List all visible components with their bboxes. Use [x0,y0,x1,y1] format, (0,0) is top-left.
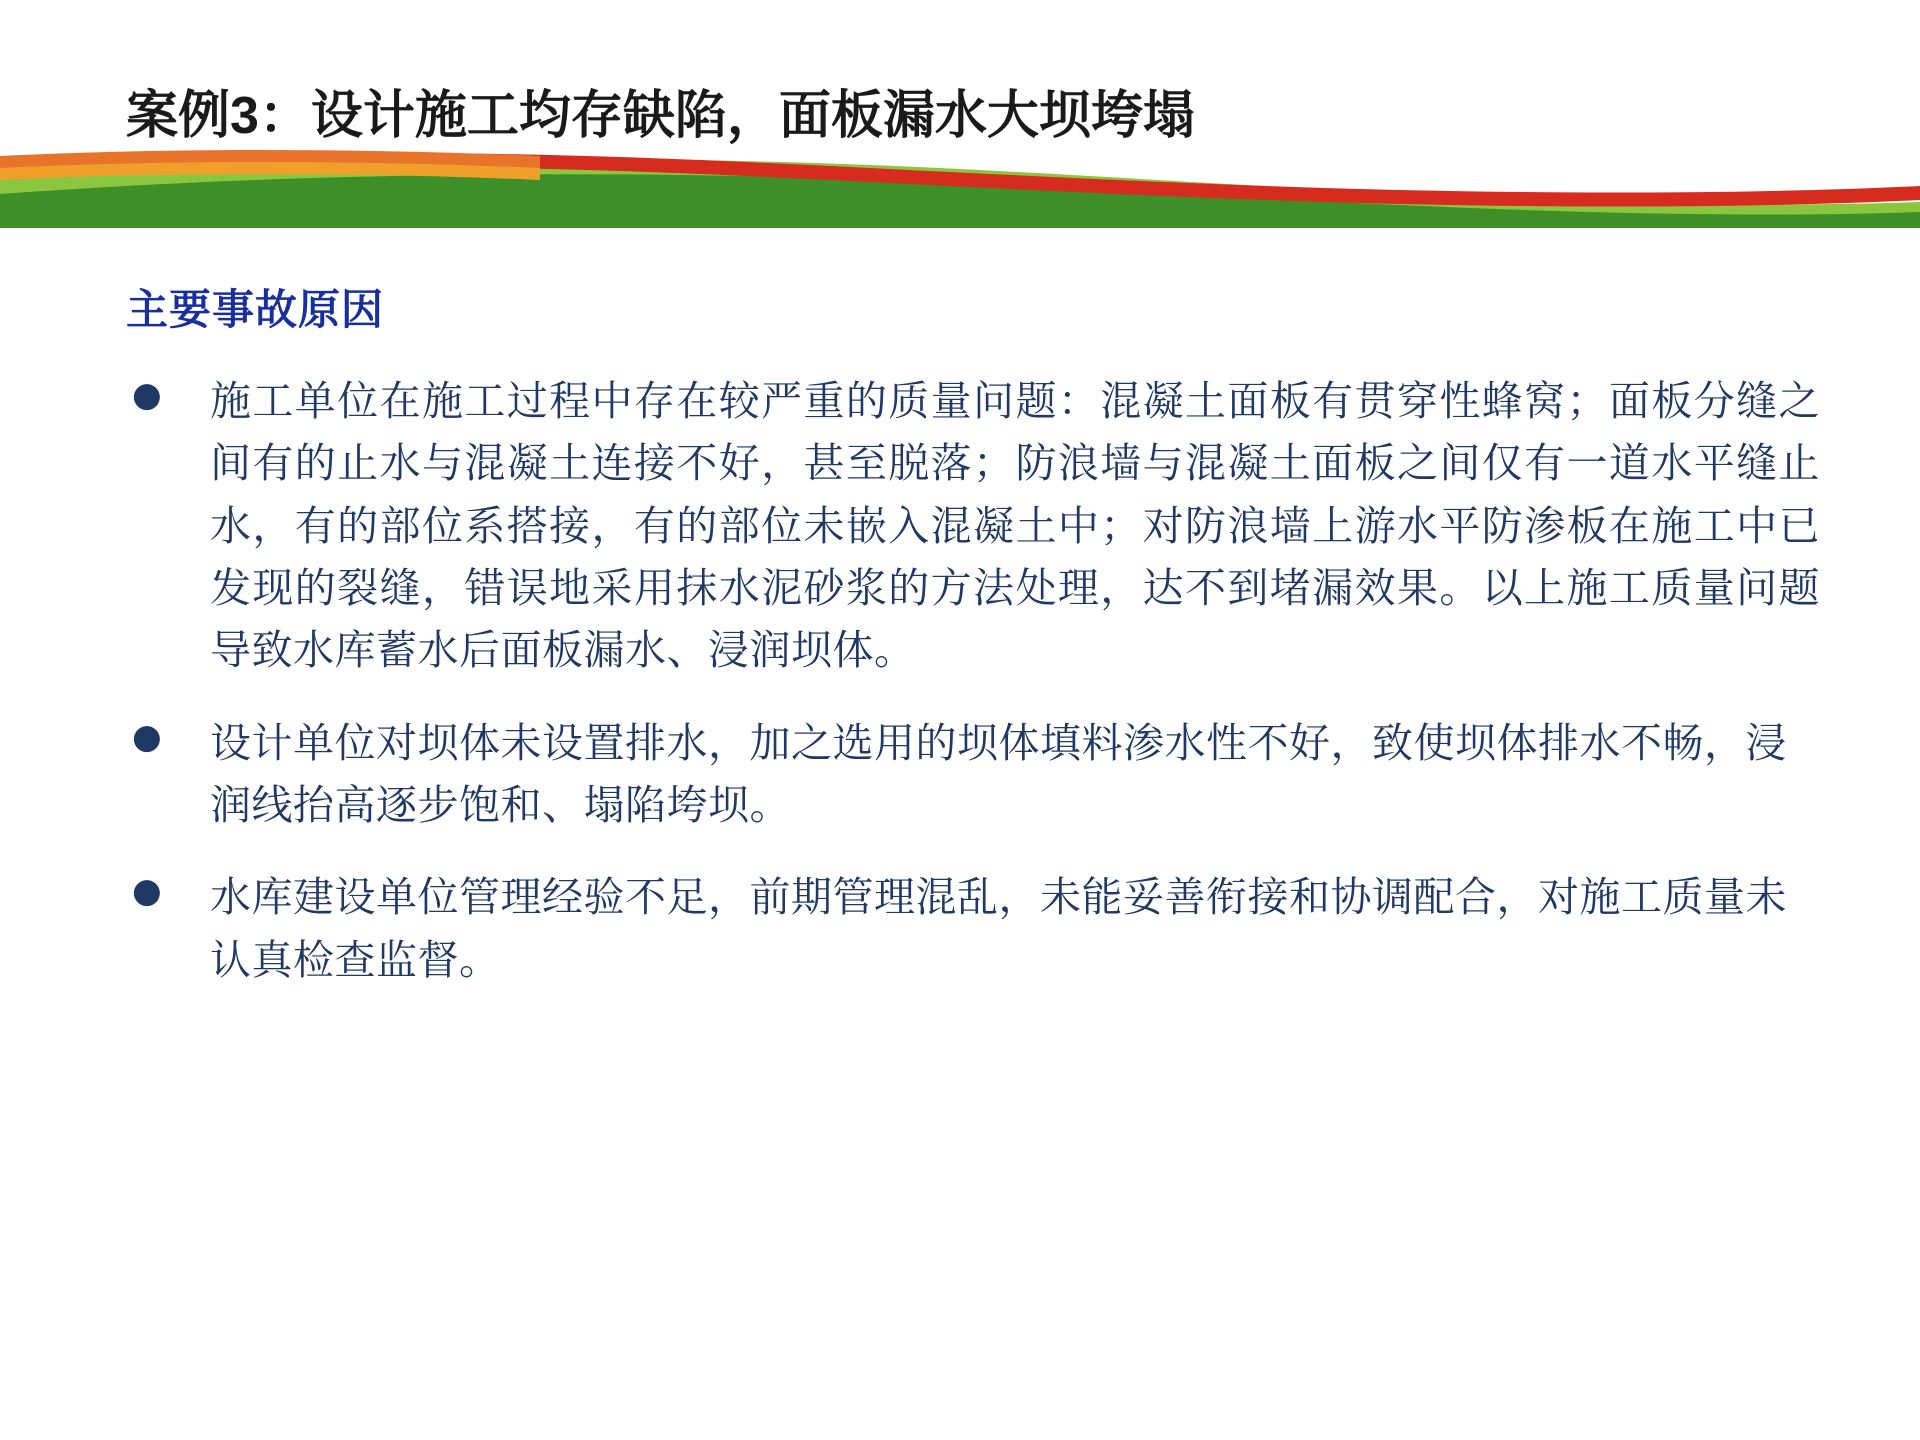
section-heading: 主要事故原因 [126,285,385,333]
list-item-text: 水库建设单位管理经验不足，前期管理混乱，未能妥善衔接和协调配合，对施工质量未认真检查监督。 [210,874,1787,983]
list-item [120,712,1820,837]
list-item-text: 施工单位在施工过程中存在较严重的质量问题：混凝土面板有贯穿性蜂窝；面板分缝之间有的止水与混凝土连接不好，甚至脱落；防浪墙与混凝土面板之间仅有一道水平缝止水，有的部位系搭接，有的部位未嵌入混凝土中；对防浪墙上游水平防渗板在施工中已发现的裂缝，错误地采用抹水泥砂浆的方法处理，达不到堵漏效果。以上施工质量问题导致水库蓄水后面板漏水、浸润坝体。 [210,378,1820,674]
bullet-marker-icon: ● [132,375,162,415]
list-item [120,370,1820,682]
bullet-marker-icon: ● [132,871,162,912]
page-title: 案例3：设计施工均存缺陷，面板漏水大坝垮塌 [126,86,1195,145]
band-swoosh-icon [0,150,1920,228]
bullet-marker-icon: ● [132,716,162,757]
decorative-color-band [0,150,1920,228]
list-item-text: 设计单位对坝体未设置排水，加之选用的坝体填料渗水性不好，致使坝体排水不畅，浸润线抬高逐步饱和、塌陷垮坝。 [210,719,1787,828]
list-item [120,866,1820,991]
bullet-list [120,370,1820,1021]
